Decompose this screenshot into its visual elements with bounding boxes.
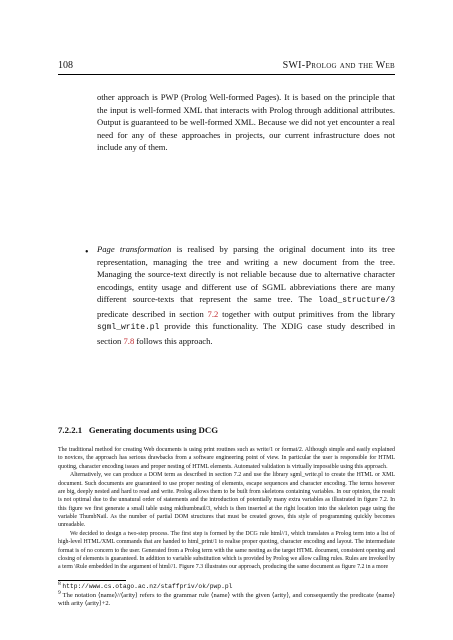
bullet-text-2: predicate described in section — [97, 308, 204, 319]
bullet-text-5: follows this approach. — [136, 335, 213, 346]
page-transformation-item — [97, 243, 395, 347]
paragraph-2: Alternatively, we can produce a DOM term as described in section 7.2 and use the library sgml_write.pl to create the HTML or XML document. Such documents are guaranteed to use proper nesting of elements, escape sequences and character encoding. The terms however are big, deeply nested and hard to read and write. Prolog allows them to be built from skeletons containing variables. In our opinion, the result is not optimal due to the unnatural order of statements and the introduction of potentially many extra variables as illustrated in figure 7.2. In this figure we first generate a small table using mkthumbnail/3, which is then inserted at the right location into the skeleton page using the variable ThumbNail. As the number of partial DOM structures that must be created grows, this style of programming quickly becomes unreadable. — [58, 472, 395, 529]
footnote-9 — [58, 589, 395, 609]
code-sgml-write: sgml_write.pl — [97, 323, 160, 333]
bullet-marker: • — [85, 247, 89, 258]
paragraph-3: We decided to design a two-step process. The first step is formed by the DCG rule html//1, which translates a Prolog term into a list of high-level HTML/XML commands that are handed to html_print/1 to realise proper quoting, character encoding and layout. The intermediate format is of no concern to the user. Generated from a Prolog term with the same nesting as the target HTML document, consistent opening and closing of elements is guaranteed. In addition to variable substitution which is provided by Prolog we allow calling rules. Rules are invoked by a term \Rule embedded in the argument of html//1. Figure 7.3 illustrates our approach, producing the same document as figure 7.2 in a more — [58, 530, 396, 571]
ref-section-7-8[interactable]: 7.8 — [123, 335, 135, 346]
footnote-mark: 8 — [58, 580, 61, 587]
section-number: 7.2.2.1 — [58, 425, 83, 435]
code-load-structure: load_structure/3 — [318, 296, 395, 306]
ref-section-7-2[interactable]: 7.2 — [207, 308, 219, 319]
running-title: SWI-Prolog and the Web — [282, 60, 395, 71]
section-heading — [58, 425, 218, 435]
bullet-text-3: together with output primitives from the library — [222, 308, 396, 319]
body-paragraphs — [58, 446, 395, 572]
bullet-text-4: provide this functionality. The XDIG case study described in section — [97, 321, 395, 346]
paragraph-1: The traditional method for creating Web documents is using print routines such as write/1 or format/2. Although simple and easily explained to novices, the approach has serious drawbacks from a software engineering point of view. In particular the user is responsible for HTML quoting, character encoding issues and proper nesting of HTML elements. Automated validation is virtually impossible using this approach. — [58, 447, 395, 470]
bullet-text-1: is realised by parsing the original document into its tree representation, managing the tree and writing a new document from the tree. Managing the source-text directly is not reliable because due to alternative character encodings, entity usage and different use of SGML abbreviations there are many different source-texts that represent the same tree. The — [97, 244, 395, 305]
footnote-8 — [58, 580, 395, 591]
running-header — [58, 57, 395, 75]
footnote-rule — [58, 580, 126, 581]
footnote-text: The notation ⟨name⟩//⟨arity⟩ refers to the grammar rule ⟨name⟩ with the given ⟨arity⟩, and consequently the predicate ⟨name⟩ with arity ⟨arity⟩+2. — [58, 592, 395, 608]
pwp-text: other approach is PWP (Prolog Well-formed Pages). It is based on the principle that the input is well-formed XML that interacts with Prolog through additional attributes. Output is guaranteed to be well-formed XML. Because we did not yet encounter a real need for any of these approaches in projects, our current infrastructure does not include any of them. — [97, 92, 395, 153]
footnote-url[interactable]: http://www.cs.otago.ac.nz/staffpriv/ok/pwp.pl — [62, 583, 233, 590]
page-number: 108 — [58, 60, 73, 71]
footnote-mark: 9 — [58, 589, 61, 596]
pwp-paragraph — [97, 91, 395, 154]
section-title: Generating documents using DCG — [88, 425, 219, 435]
bullet-lead: Page transformation — [97, 244, 172, 254]
